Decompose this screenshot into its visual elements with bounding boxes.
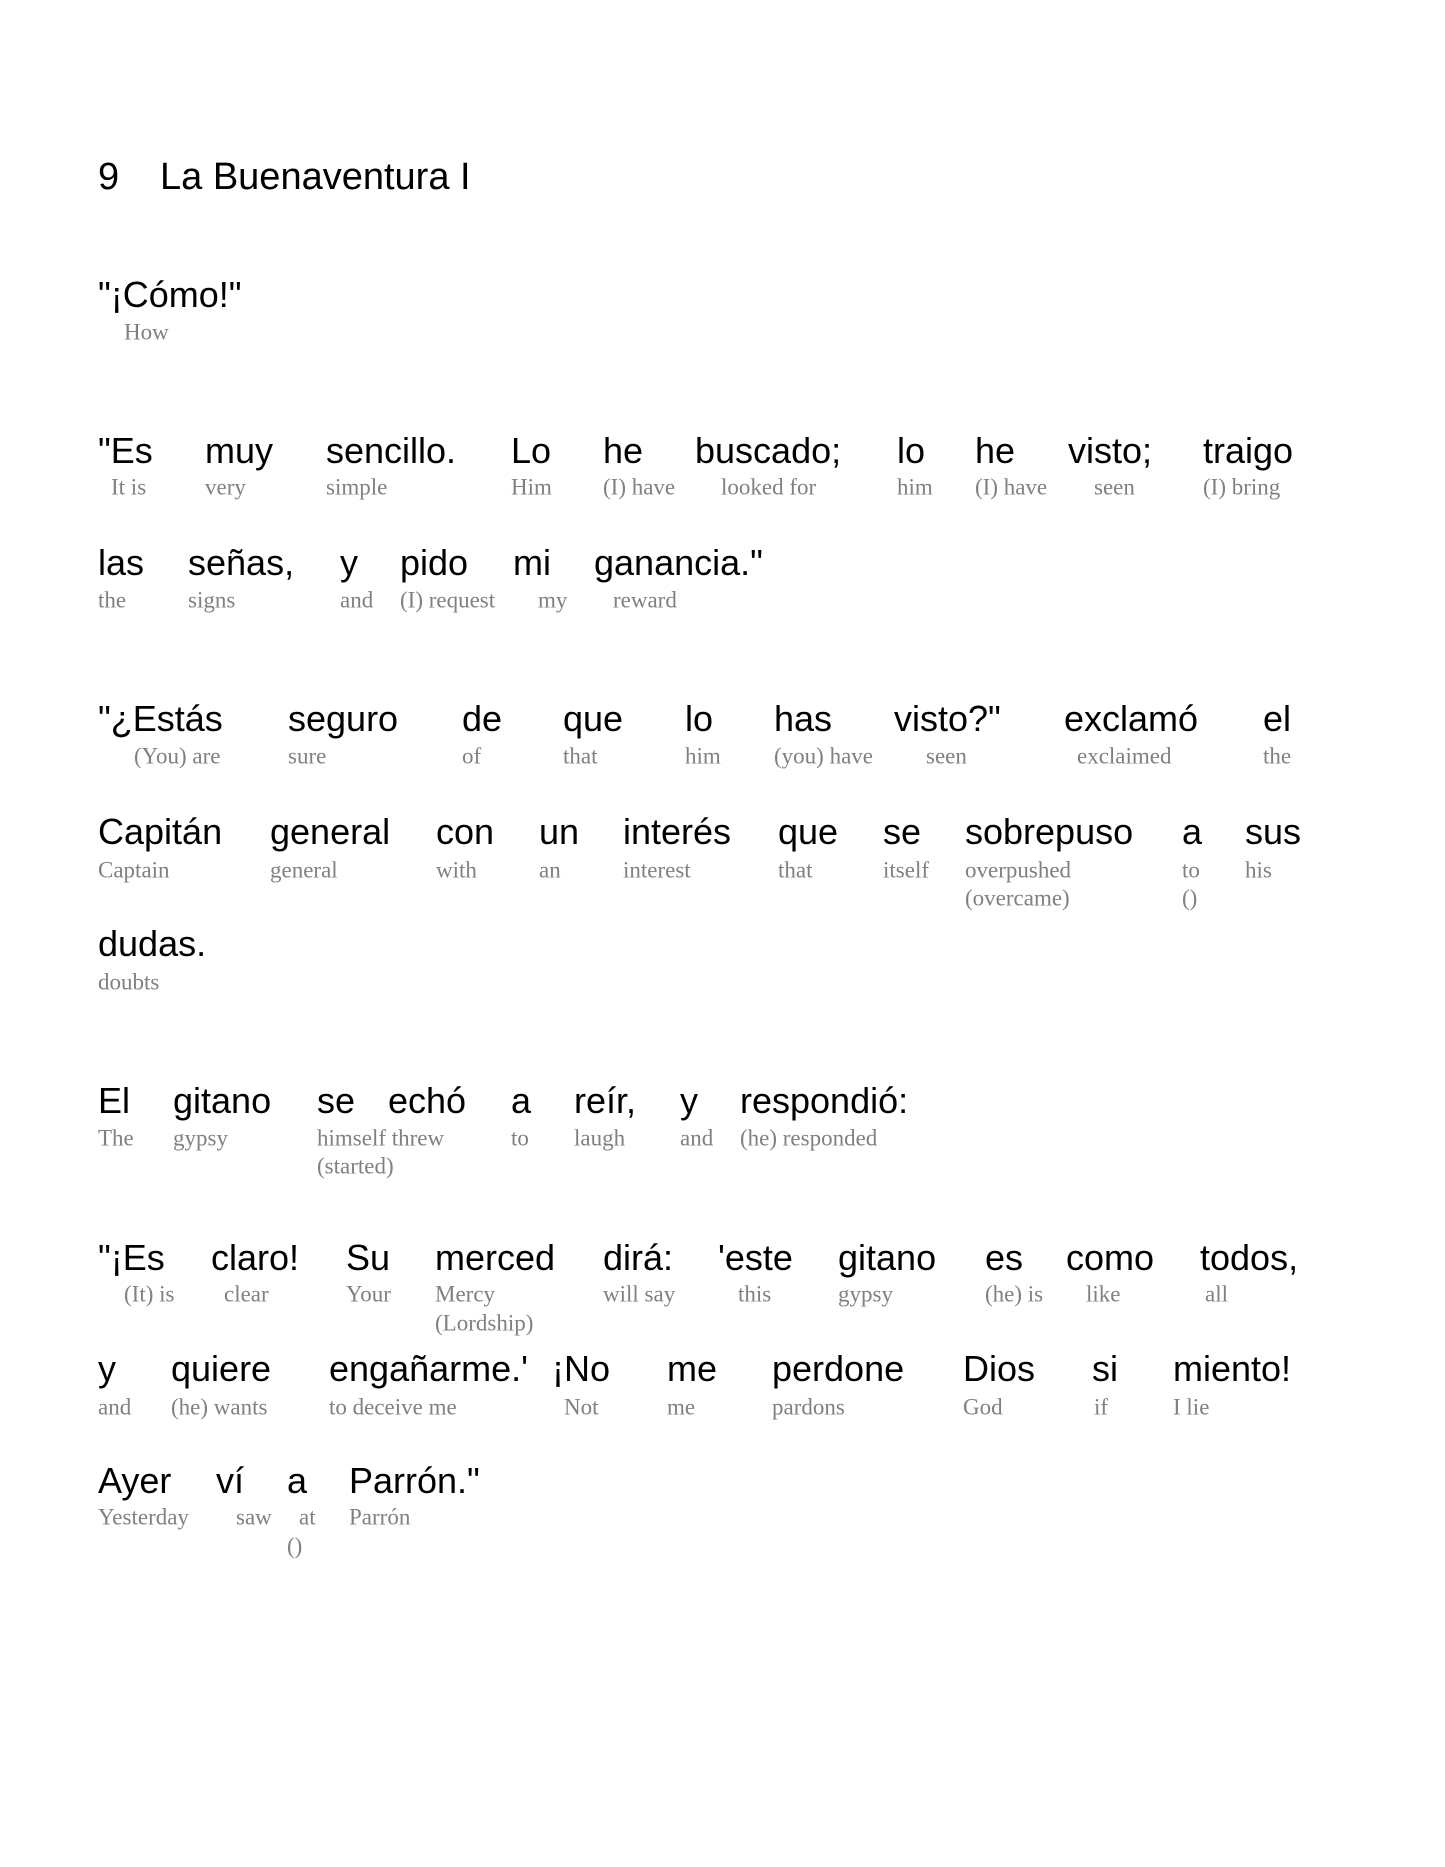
english-gloss: saw xyxy=(236,1504,272,1530)
english-gloss: that xyxy=(778,857,813,883)
english-gloss: and xyxy=(98,1394,132,1420)
spanish-word: buscado; xyxy=(695,430,842,471)
spanish-word: has xyxy=(774,698,833,739)
english-gloss: itself xyxy=(883,857,929,883)
spanish-word: general xyxy=(270,811,391,852)
english-gloss: looked for xyxy=(721,474,817,500)
english-gloss: and xyxy=(340,587,374,613)
spanish-word: las xyxy=(98,542,145,583)
english-gloss: seen xyxy=(926,743,967,769)
spanish-word: he xyxy=(975,430,1016,471)
spanish-word: de xyxy=(462,698,503,739)
english-gloss: sure xyxy=(288,743,327,769)
spanish-word: muy xyxy=(205,430,274,471)
spanish-word: lo xyxy=(897,430,926,471)
spanish-word: gitano xyxy=(838,1237,937,1278)
english-gloss: Him xyxy=(511,474,552,500)
spanish-word: y xyxy=(680,1080,698,1121)
spanish-word: "¡Cómo!" xyxy=(98,274,242,315)
english-gloss: (overcame) xyxy=(965,885,1070,911)
english-gloss: clear xyxy=(224,1281,269,1307)
spanish-word: ganancia." xyxy=(594,542,763,583)
chapter-number: 9 xyxy=(98,156,120,198)
english-gloss: Parrón xyxy=(349,1504,411,1530)
english-gloss: overpushed xyxy=(965,857,1072,883)
english-gloss: (he) responded xyxy=(740,1125,878,1151)
spanish-word: ¡No xyxy=(552,1348,611,1389)
spanish-word: como xyxy=(1066,1237,1155,1278)
spanish-word: respondió: xyxy=(740,1080,909,1121)
spanish-word: exclamó xyxy=(1064,698,1199,739)
spanish-word: sobrepuso xyxy=(965,811,1134,852)
english-gloss: me xyxy=(667,1394,696,1420)
english-gloss: an xyxy=(539,857,561,883)
spanish-word: a xyxy=(1182,811,1203,852)
spanish-word: dirá: xyxy=(603,1237,674,1278)
english-gloss: to xyxy=(511,1125,529,1151)
english-gloss: to xyxy=(1182,857,1200,883)
english-gloss: gypsy xyxy=(173,1125,228,1151)
spanish-word: Capitán xyxy=(98,811,223,852)
english-gloss: him xyxy=(897,474,933,500)
spanish-word: El xyxy=(98,1080,131,1121)
spanish-word: con xyxy=(436,811,495,852)
english-gloss: doubts xyxy=(98,969,160,995)
spanish-word: "¿Estás xyxy=(98,698,223,739)
spanish-word: gitano xyxy=(173,1080,272,1121)
english-gloss: I lie xyxy=(1173,1394,1210,1420)
spanish-word: merced xyxy=(435,1237,556,1278)
english-gloss: Yesterday xyxy=(98,1504,189,1530)
spanish-word: Parrón." xyxy=(349,1460,480,1501)
english-gloss: this xyxy=(738,1281,772,1307)
english-gloss: Not xyxy=(564,1394,599,1420)
spanish-word: si xyxy=(1092,1348,1118,1389)
english-gloss: Your xyxy=(346,1281,391,1307)
english-gloss: laugh xyxy=(574,1125,626,1151)
spanish-word: que xyxy=(563,698,624,739)
english-gloss: to deceive me xyxy=(329,1394,457,1420)
spanish-word: Ayer xyxy=(98,1460,172,1501)
spanish-word: me xyxy=(667,1348,718,1389)
spanish-word: Su xyxy=(346,1237,391,1278)
spanish-word: miento! xyxy=(1173,1348,1292,1389)
spanish-word: "Es xyxy=(98,430,153,471)
spanish-word: lo xyxy=(685,698,714,739)
spanish-word: y xyxy=(98,1348,116,1389)
spanish-word: Dios xyxy=(963,1348,1036,1389)
english-gloss: Mercy xyxy=(435,1281,496,1307)
spanish-word: señas, xyxy=(188,542,295,583)
english-gloss: How xyxy=(124,319,169,345)
english-gloss: his xyxy=(1245,857,1272,883)
english-gloss: (I) bring xyxy=(1203,474,1281,500)
spanish-word: visto?" xyxy=(894,698,1001,739)
spanish-word: un xyxy=(539,811,580,852)
english-gloss: (Lordship) xyxy=(435,1310,534,1336)
spanish-word: dudas. xyxy=(98,923,207,964)
english-gloss: () xyxy=(287,1533,303,1559)
english-gloss: (I) request xyxy=(400,587,496,613)
spanish-word: que xyxy=(778,811,839,852)
english-gloss: Captain xyxy=(98,857,170,883)
english-gloss: and xyxy=(680,1125,714,1151)
english-gloss: of xyxy=(462,743,482,769)
english-gloss: very xyxy=(205,474,246,500)
english-gloss: if xyxy=(1094,1394,1109,1420)
spanish-word: a xyxy=(287,1460,308,1501)
english-gloss: general xyxy=(270,857,338,883)
english-gloss: interest xyxy=(623,857,691,883)
english-gloss: (he) wants xyxy=(171,1394,268,1420)
spanish-word: mi xyxy=(513,542,551,583)
english-gloss: (started) xyxy=(317,1153,394,1179)
english-gloss: pardons xyxy=(772,1394,845,1420)
spanish-word: se xyxy=(883,811,922,852)
english-gloss: like xyxy=(1086,1281,1121,1307)
english-gloss: reward xyxy=(613,587,677,613)
spanish-word: pido xyxy=(400,542,469,583)
spanish-word: claro! xyxy=(211,1237,300,1278)
english-gloss: simple xyxy=(326,474,388,500)
english-gloss: at xyxy=(299,1504,316,1530)
spanish-word: el xyxy=(1263,698,1292,739)
english-gloss: exclaimed xyxy=(1077,743,1172,769)
spanish-word: se xyxy=(317,1080,356,1121)
spanish-word: es xyxy=(985,1237,1024,1278)
english-gloss: () xyxy=(1182,885,1198,911)
english-gloss: God xyxy=(963,1394,1003,1420)
english-gloss: (You) are xyxy=(134,743,221,769)
english-gloss: (I) have xyxy=(975,474,1048,500)
spanish-word: Lo xyxy=(511,430,552,471)
english-gloss: gypsy xyxy=(838,1281,893,1307)
spanish-word: "¡Es xyxy=(98,1237,165,1278)
english-gloss: (I) have xyxy=(603,474,676,500)
english-gloss: will say xyxy=(603,1281,676,1307)
english-gloss: him xyxy=(685,743,721,769)
english-gloss: the xyxy=(1263,743,1292,769)
spanish-word: todos, xyxy=(1200,1237,1299,1278)
spanish-word: reír, xyxy=(574,1080,637,1121)
english-gloss: with xyxy=(436,857,477,883)
english-gloss: the xyxy=(98,587,127,613)
spanish-word: 'este xyxy=(718,1237,793,1278)
english-gloss: himself threw xyxy=(317,1125,445,1151)
spanish-word: he xyxy=(603,430,644,471)
spanish-word: echó xyxy=(388,1080,467,1121)
english-gloss: seen xyxy=(1094,474,1135,500)
english-gloss: (he) is xyxy=(985,1281,1044,1307)
english-gloss: It is xyxy=(111,474,147,500)
english-gloss: my xyxy=(538,587,568,613)
spanish-word: interés xyxy=(623,811,732,852)
spanish-word: ví xyxy=(216,1460,245,1501)
english-gloss: (It) is xyxy=(124,1281,175,1307)
spanish-word: quiere xyxy=(171,1348,272,1389)
spanish-word: y xyxy=(340,542,358,583)
english-gloss: that xyxy=(563,743,598,769)
spanish-word: visto; xyxy=(1068,430,1153,471)
spanish-word: traigo xyxy=(1203,430,1294,471)
english-gloss: all xyxy=(1205,1281,1228,1307)
spanish-word: engañarme.' xyxy=(329,1348,529,1389)
spanish-word: sus xyxy=(1245,811,1302,852)
english-gloss: (you) have xyxy=(774,743,873,769)
english-gloss: The xyxy=(98,1125,134,1151)
spanish-word: perdone xyxy=(772,1348,905,1389)
chapter-title: La Buenaventura I xyxy=(160,156,471,198)
english-gloss: signs xyxy=(188,587,236,613)
spanish-word: a xyxy=(511,1080,532,1121)
spanish-word: seguro xyxy=(288,698,399,739)
spanish-word: sencillo. xyxy=(326,430,457,471)
